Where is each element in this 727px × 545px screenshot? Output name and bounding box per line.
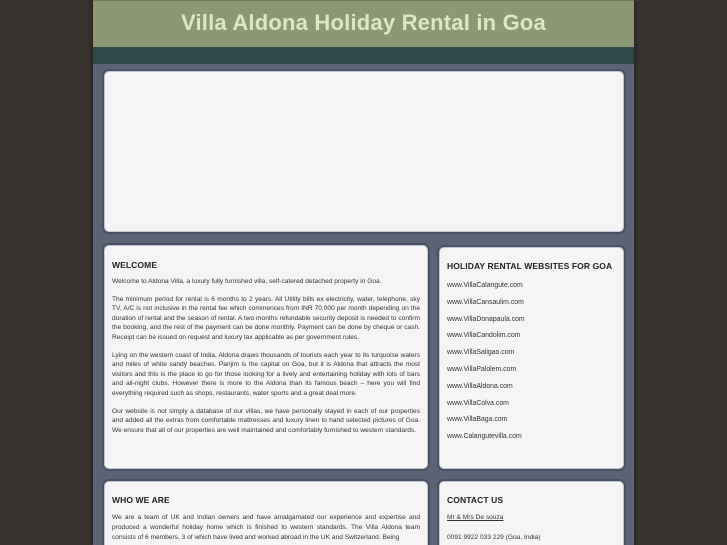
rental-link[interactable]: www.VillaCalangute.com <box>447 282 523 289</box>
rental-link[interactable]: www.Calangutevilla.com <box>447 433 522 441</box>
site-title: Villa Aldona Holiday Rental in Goa <box>181 10 546 35</box>
contact-panel <box>439 481 624 545</box>
rental-link[interactable]: www.VillaColva.com <box>447 399 509 407</box>
rental-link[interactable]: www.VillaSaligao.com <box>447 349 515 357</box>
banner-area <box>104 71 624 232</box>
rental-link[interactable]: www.VillaDonapaula.com <box>447 315 525 323</box>
welcome-paragraph: Lying on the western coast of India, Aldona draws thousands of tourists each year to its turquoise waters and miles of white sandy beaches. Panjim is the capital on Goa, but it is Aldona that attracts the most visitors and this is the place to go for those looking for a lively and entertaining holiday with lots of bars and all-night clubs. However there is more to the Aldona than its famous beach – here you will find everything required such as shops, restaurants, water sports and a great deal more. <box>112 351 420 397</box>
rental-link[interactable]: www.VillaBaga.com <box>447 416 508 424</box>
contact-phone: 0091 9922 033 229 (Goa, India) <box>447 534 541 541</box>
rental-links-heading: HOLIDAY RENTAL WEBSITES FOR GOA <box>447 261 613 271</box>
welcome-paragraph: Our website is not simply a database of our villas, we have personally stayed in each of our properties and added all the extras from comfortable mattresses and luxury linen to hand selected pictures of Goa. We ensure that all of our properties are well maintained and comfortably furnished to western standards. <box>112 407 420 434</box>
rental-link[interactable]: www.VillaAldona.com <box>447 382 513 390</box>
welcome-heading: WELCOME <box>112 260 158 270</box>
site-header <box>93 0 634 48</box>
contact-name-link[interactable]: Mr & Mrs De souza <box>447 514 504 521</box>
who-we-are-text: We are a team of UK and Indian owners and have amalgamated our experience and expertise and produced a wonderful holiday home which is finished to western standards. The Villa Aldona team consists of 6 members, 3 of which have lived and worked abroad in the UK and Switzerland. Being <box>112 514 420 541</box>
who-we-are-panel <box>104 481 428 545</box>
welcome-paragraph: The minimum period for rental is 6 months to 2 years. All Utility bills ex electricity, water, telephone, sky TV, A/C is not inclusive in the rental fee which commences from INR 70,000 per month depending on the duration of rental and the season of rental. A two months refundable security deposit is needed to confirm the booking, and the rest of the payment can be done monthly. Payment can be done by cheque or cash. Receipt can be issued on request and luxury tax applicable as per government rules. <box>112 295 420 341</box>
nav-band <box>93 47 634 64</box>
welcome-paragraph: Welcome to Aldona Villa, a luxury fully furnished villa, self-catered detached property in Goa. <box>112 278 382 285</box>
contact-heading: CONTACT US <box>447 495 504 505</box>
page-container <box>93 0 634 545</box>
rental-link[interactable]: www.VillaCansaulim.com <box>447 298 524 306</box>
rental-links-list <box>447 278 616 446</box>
rental-link[interactable]: www.VillaPalolem.com <box>447 365 517 373</box>
rental-links-panel <box>439 247 624 469</box>
who-we-are-heading: WHO WE ARE <box>112 495 170 505</box>
welcome-panel <box>104 245 428 469</box>
rental-link[interactable]: www.VillaCandolim.com <box>447 332 521 340</box>
